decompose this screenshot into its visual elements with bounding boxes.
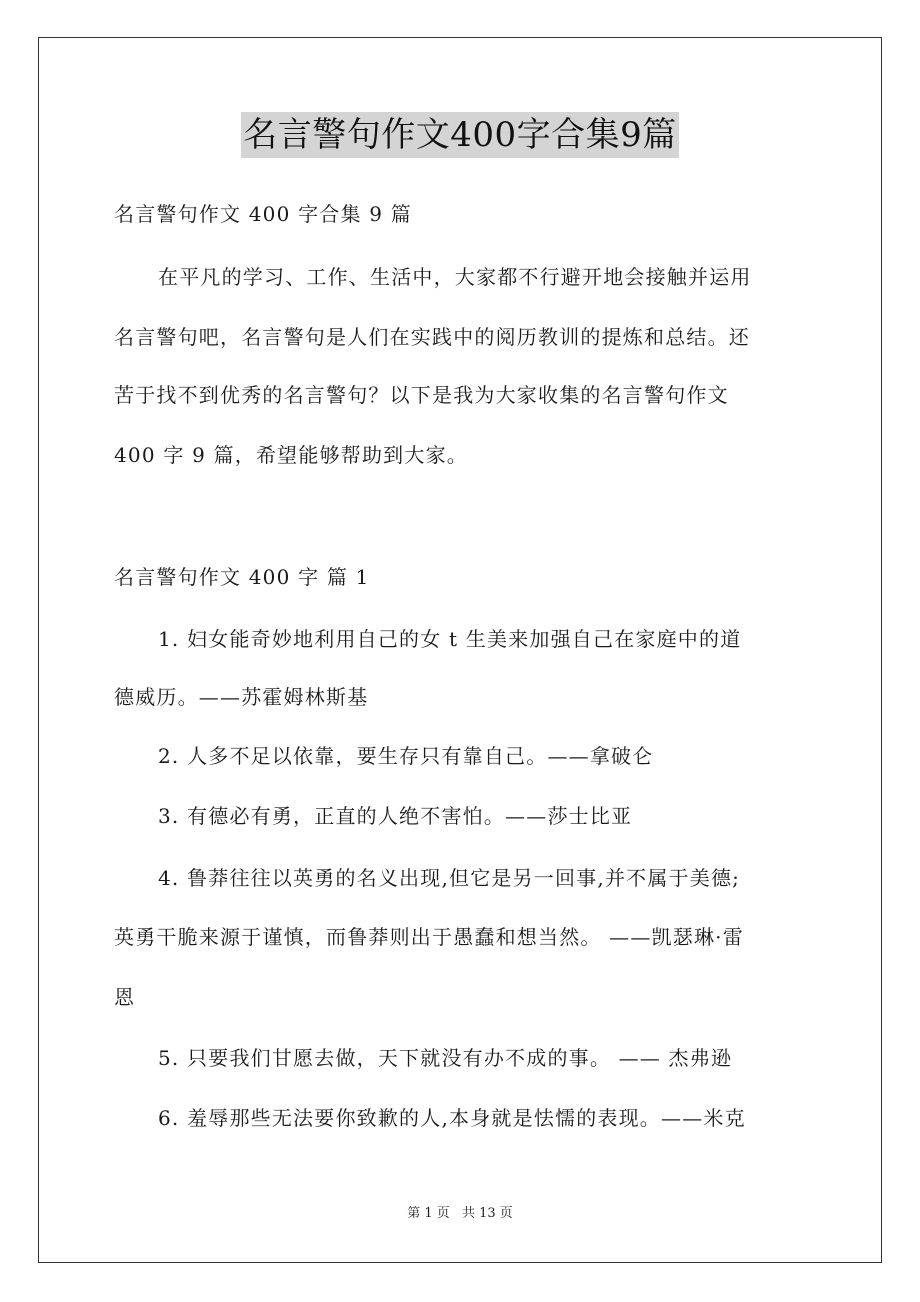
- quote-6: 6. 羞辱那些无法要你致歉的人,本身就是怯懦的表现。——米克: [158, 1106, 746, 1130]
- document-subtitle: 名言警句作文 400 字合集 9 篇: [114, 202, 412, 226]
- section-heading: 名言警句作文 400 字 篇 1: [114, 565, 370, 589]
- title-container: [0, 112, 920, 158]
- quote-1-line-2: 德威历。——苏霍姆林斯基: [114, 685, 369, 709]
- document-title: 名言警句作文400字合集9篇: [241, 112, 679, 158]
- quote-4-line-2: 英勇干脆来源于谨慎，而鲁莽则出于愚蠢和想当然。 ——凯瑟琳·雷: [114, 925, 744, 949]
- page-number: 第 1 页: [407, 1206, 450, 1221]
- intro-line-3: 苦于找不到优秀的名言警句？以下是我为大家收集的名言警句作文: [114, 383, 729, 407]
- page-total: 共 13 页: [461, 1206, 513, 1221]
- quote-5: 5. 只要我们甘愿去做，天下就没有办不成的事。 —— 杰弗逊: [158, 1046, 733, 1070]
- intro-line-1: 在平凡的学习、工作、生活中，大家都不行避开地会接触并运用: [158, 265, 752, 289]
- quote-1-line-1: 1. 妇女能奇妙地利用自己的女 t 生美来加强自己在家庭中的道: [158, 627, 742, 651]
- quote-4-line-3: 恩: [114, 985, 136, 1009]
- quote-2: 2. 人多不足以依靠，要生存只有靠自己。——拿破仑: [158, 744, 654, 768]
- intro-line-2: 名言警句吧，名言警句是人们在实践中的阅历教训的提炼和总结。还: [114, 325, 750, 349]
- quote-3: 3. 有德必有勇，正直的人绝不害怕。——莎士比亚: [158, 804, 633, 828]
- quote-4-line-1: 4. 鲁莽往往以英勇的名义出现,但它是另一回事,并不属于美德;: [158, 866, 741, 890]
- intro-line-4: 400 字 9 篇，希望能够帮助到大家。: [114, 443, 468, 467]
- page-footer: [0, 1205, 920, 1223]
